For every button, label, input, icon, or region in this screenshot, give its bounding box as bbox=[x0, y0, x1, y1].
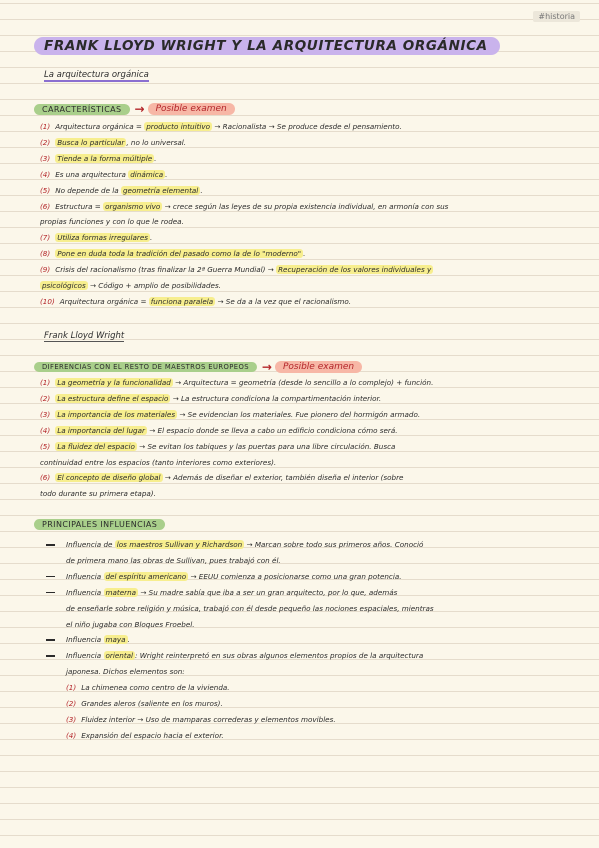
list-item bbox=[40, 375, 560, 391]
item-text: japonesa. Dichos elementos son: bbox=[66, 667, 185, 677]
dash-bullet bbox=[46, 576, 55, 578]
diferencias-list bbox=[40, 375, 560, 502]
section-label: CARACTERÍSTICAS bbox=[34, 104, 130, 115]
item-text: Influencia de bbox=[66, 540, 115, 549]
item-text: de primera mano las obras de Sullivan, pues trabajó con él. bbox=[66, 555, 281, 565]
item-text: Expansión del espacio hacia el exterior. bbox=[81, 730, 224, 740]
item-number: (3) bbox=[40, 153, 51, 163]
item-number: (8) bbox=[40, 249, 51, 259]
item-text-rest: → Se evitan los tabiques y las puertas para una libre circulación. Busca bbox=[136, 441, 396, 451]
item-number: (4) bbox=[66, 730, 77, 740]
item-text: Influencia bbox=[66, 571, 104, 581]
item-text-rest: → El espacio donde se lleva a cabo un edificio condiciona cómo será. bbox=[146, 425, 398, 435]
list-item bbox=[40, 246, 560, 262]
item-text: Estructura = bbox=[55, 201, 104, 211]
item-text: Influencia bbox=[66, 635, 104, 645]
item-number: (1) bbox=[40, 378, 51, 387]
list-item bbox=[40, 648, 560, 664]
item-text-rest: . bbox=[200, 185, 203, 195]
item-text-rest: → crece según las leyes de su propia existencia individual, en armonía con sus bbox=[162, 201, 449, 211]
list-item bbox=[40, 391, 560, 407]
dash-bullet bbox=[46, 592, 55, 594]
item-highlight: Pone en duda toda la tradición del pasado como la de lo "moderno" bbox=[57, 249, 302, 259]
list-item bbox=[40, 294, 560, 310]
item-highlight: oriental bbox=[105, 651, 134, 661]
arrow-right-icon: → bbox=[261, 360, 272, 374]
list-item bbox=[40, 439, 560, 455]
item-highlight: organismo vivo bbox=[105, 201, 161, 211]
sub-list-item bbox=[40, 680, 560, 696]
dash-bullet bbox=[46, 639, 55, 641]
item-text-rest: , no lo universal. bbox=[126, 137, 186, 147]
item-text: Influencia bbox=[66, 587, 104, 597]
item-highlight: Recuperación de los valores individuales y bbox=[278, 265, 432, 275]
item-text-rest: → Además de diseñar el exterior, también diseña el interior (sobre bbox=[162, 473, 404, 483]
item-text-rest: → Su madre sabía que iba a ser un gran arquitecto, por lo que, además bbox=[138, 587, 398, 597]
item-text-rest: → Se da a la vez que el racionalismo. bbox=[215, 296, 352, 306]
list-item bbox=[40, 167, 560, 183]
item-text: Grandes aleros (saliente en los muros). bbox=[81, 699, 223, 709]
item-highlight: dinámica bbox=[130, 169, 164, 179]
list-item bbox=[40, 601, 560, 617]
exam-tag: Posible examen bbox=[275, 361, 362, 373]
item-highlight: maya bbox=[105, 635, 126, 645]
list-item bbox=[40, 135, 560, 151]
item-number: (10) bbox=[40, 296, 55, 306]
item-text: Es una arquitectura bbox=[55, 169, 129, 179]
subtitle-frank-lloyd-wright bbox=[44, 331, 124, 341]
item-text-rest: . bbox=[165, 169, 168, 179]
list-item bbox=[40, 423, 560, 439]
item-text-rest: → EEUU comienza a posicionarse como una gran potencia. bbox=[188, 571, 402, 581]
item-number: (2) bbox=[40, 393, 51, 403]
item-highlight: del espíritu americano bbox=[105, 571, 187, 581]
list-item bbox=[40, 585, 560, 601]
list-item bbox=[40, 230, 560, 246]
item-highlight: La importancia de los materiales bbox=[57, 409, 176, 419]
list-item bbox=[40, 151, 560, 167]
sub-list-item bbox=[40, 712, 560, 728]
item-number: (5) bbox=[40, 441, 51, 451]
list-item bbox=[40, 407, 560, 423]
item-text: todo durante su primera etapa). bbox=[40, 489, 156, 499]
item-highlight: psicológicos bbox=[42, 281, 86, 291]
sub-list-item bbox=[40, 728, 560, 744]
item-number: (6) bbox=[40, 201, 51, 211]
item-text-rest: → Código + amplio de posibilidades. bbox=[87, 281, 221, 291]
hashtag-label: #historia bbox=[533, 11, 580, 22]
item-text-rest: → Racionalista → Se produce desde el pensamiento. bbox=[212, 122, 402, 131]
arrow-right-icon: → bbox=[134, 102, 145, 116]
item-number: (2) bbox=[40, 137, 51, 147]
item-number: (6) bbox=[40, 473, 51, 483]
dash-bullet bbox=[46, 544, 55, 546]
item-highlight: geometría elemental bbox=[123, 185, 199, 195]
item-number: (7) bbox=[40, 233, 51, 243]
list-item bbox=[40, 553, 560, 569]
item-highlight: materna bbox=[105, 587, 137, 597]
list-item bbox=[40, 183, 560, 199]
list-item bbox=[40, 455, 560, 471]
item-highlight: los maestros Sullivan y Richardson bbox=[116, 540, 243, 549]
item-number: (4) bbox=[40, 425, 51, 435]
list-item bbox=[40, 617, 560, 633]
page-title-wrap bbox=[34, 35, 500, 55]
item-highlight: La geometría y la funcionalidad bbox=[57, 378, 171, 387]
item-text: Fluidez interior → Uso de mamparas correderas y elementos movibles. bbox=[81, 714, 336, 724]
item-text-rest: . bbox=[150, 233, 153, 243]
item-highlight: Utiliza formas irregulares bbox=[57, 233, 149, 243]
section-diferencias bbox=[34, 360, 362, 374]
list-item bbox=[40, 537, 560, 553]
item-text-rest: → Se evidencian los materiales. Fue pionero del hormigón armado. bbox=[177, 409, 421, 419]
item-number: (1) bbox=[40, 122, 51, 131]
section-label: DIFERENCIAS CON EL RESTO DE MAESTROS EUROPEOS bbox=[34, 362, 257, 372]
page-title: FRANK LLOYD WRIGHT Y LA ARQUITECTURA ORGÁNICA bbox=[34, 37, 500, 55]
item-text-rest: : Wright reinterpretó en sus obras algunos elementos propios de la arquitectura bbox=[135, 651, 424, 661]
list-item bbox=[40, 199, 560, 215]
item-highlight: La fluidez del espacio bbox=[57, 441, 135, 451]
dash-bullet bbox=[46, 655, 55, 657]
item-highlight: La importancia del lugar bbox=[57, 425, 145, 435]
item-text-rest: → Arquitectura = geometría (desde lo sencillo a lo complejo) + función. bbox=[172, 378, 434, 387]
item-highlight: producto intuitivo bbox=[146, 122, 211, 131]
item-text: Arquitectura orgánica = bbox=[55, 122, 145, 131]
item-text-rest: → La estructura condiciona la compartimentación interior. bbox=[170, 393, 382, 403]
item-number: (9) bbox=[40, 265, 51, 275]
item-text-rest: → Marcan sobre todo sus primeros años. Conoció bbox=[244, 540, 424, 549]
item-text: Arquitectura orgánica = bbox=[59, 296, 149, 306]
item-text: el niño jugaba con Bloques Froebel. bbox=[66, 619, 195, 629]
section-caracteristicas bbox=[34, 102, 235, 116]
subtitle-arquitectura-organica bbox=[44, 70, 149, 80]
section-influencias bbox=[34, 519, 165, 530]
list-item bbox=[40, 470, 560, 486]
item-number: (2) bbox=[66, 699, 77, 709]
list-item bbox=[40, 486, 560, 502]
item-number: (1) bbox=[66, 683, 77, 693]
item-text: propias funciones y con lo que le rodea. bbox=[40, 217, 184, 227]
item-text: continuidad entre los espacios (tanto interiores como exteriores). bbox=[40, 457, 277, 467]
item-text: Influencia bbox=[66, 651, 104, 661]
item-highlight: funciona paralela bbox=[150, 296, 214, 306]
item-highlight: Tiende a la forma múltiple bbox=[57, 153, 153, 163]
caracteristicas-list bbox=[40, 119, 560, 310]
item-text: de enseñarle sobre religión y música, trabajó con él desde pequeño las nociones espaciales, mientras bbox=[66, 603, 434, 613]
item-text-rest: . bbox=[127, 635, 130, 645]
subtitle-text: Frank Lloyd Wright bbox=[44, 331, 125, 341]
item-number: (3) bbox=[66, 714, 77, 724]
item-text-rest: . bbox=[303, 249, 306, 259]
list-item bbox=[40, 278, 560, 294]
item-text: Crisis del racionalismo (tras finalizar la 2ª Guerra Mundial) → bbox=[55, 265, 277, 275]
item-text: La chimenea como centro de la vivienda. bbox=[81, 683, 230, 693]
list-item bbox=[40, 262, 560, 278]
item-highlight: El concepto de diseño global bbox=[57, 473, 161, 483]
list-item bbox=[40, 119, 560, 135]
item-highlight: La estructura define el espacio bbox=[57, 393, 169, 403]
subtitle-text: La arquitectura orgánica bbox=[44, 70, 149, 80]
section-label: PRINCIPALES INFLUENCIAS bbox=[34, 519, 165, 530]
item-text-rest: . bbox=[154, 153, 157, 163]
list-item bbox=[40, 569, 560, 585]
item-number: (4) bbox=[40, 169, 51, 179]
item-highlight: Busca lo particular bbox=[57, 137, 125, 147]
item-text: No depende de la bbox=[55, 185, 121, 195]
exam-tag: Posible examen bbox=[148, 103, 235, 115]
influencias-list bbox=[40, 537, 560, 744]
item-number: (3) bbox=[40, 409, 51, 419]
list-item bbox=[40, 632, 560, 648]
list-item bbox=[40, 664, 560, 680]
list-item bbox=[40, 214, 560, 230]
sub-list-item bbox=[40, 696, 560, 712]
item-number: (5) bbox=[40, 185, 51, 195]
